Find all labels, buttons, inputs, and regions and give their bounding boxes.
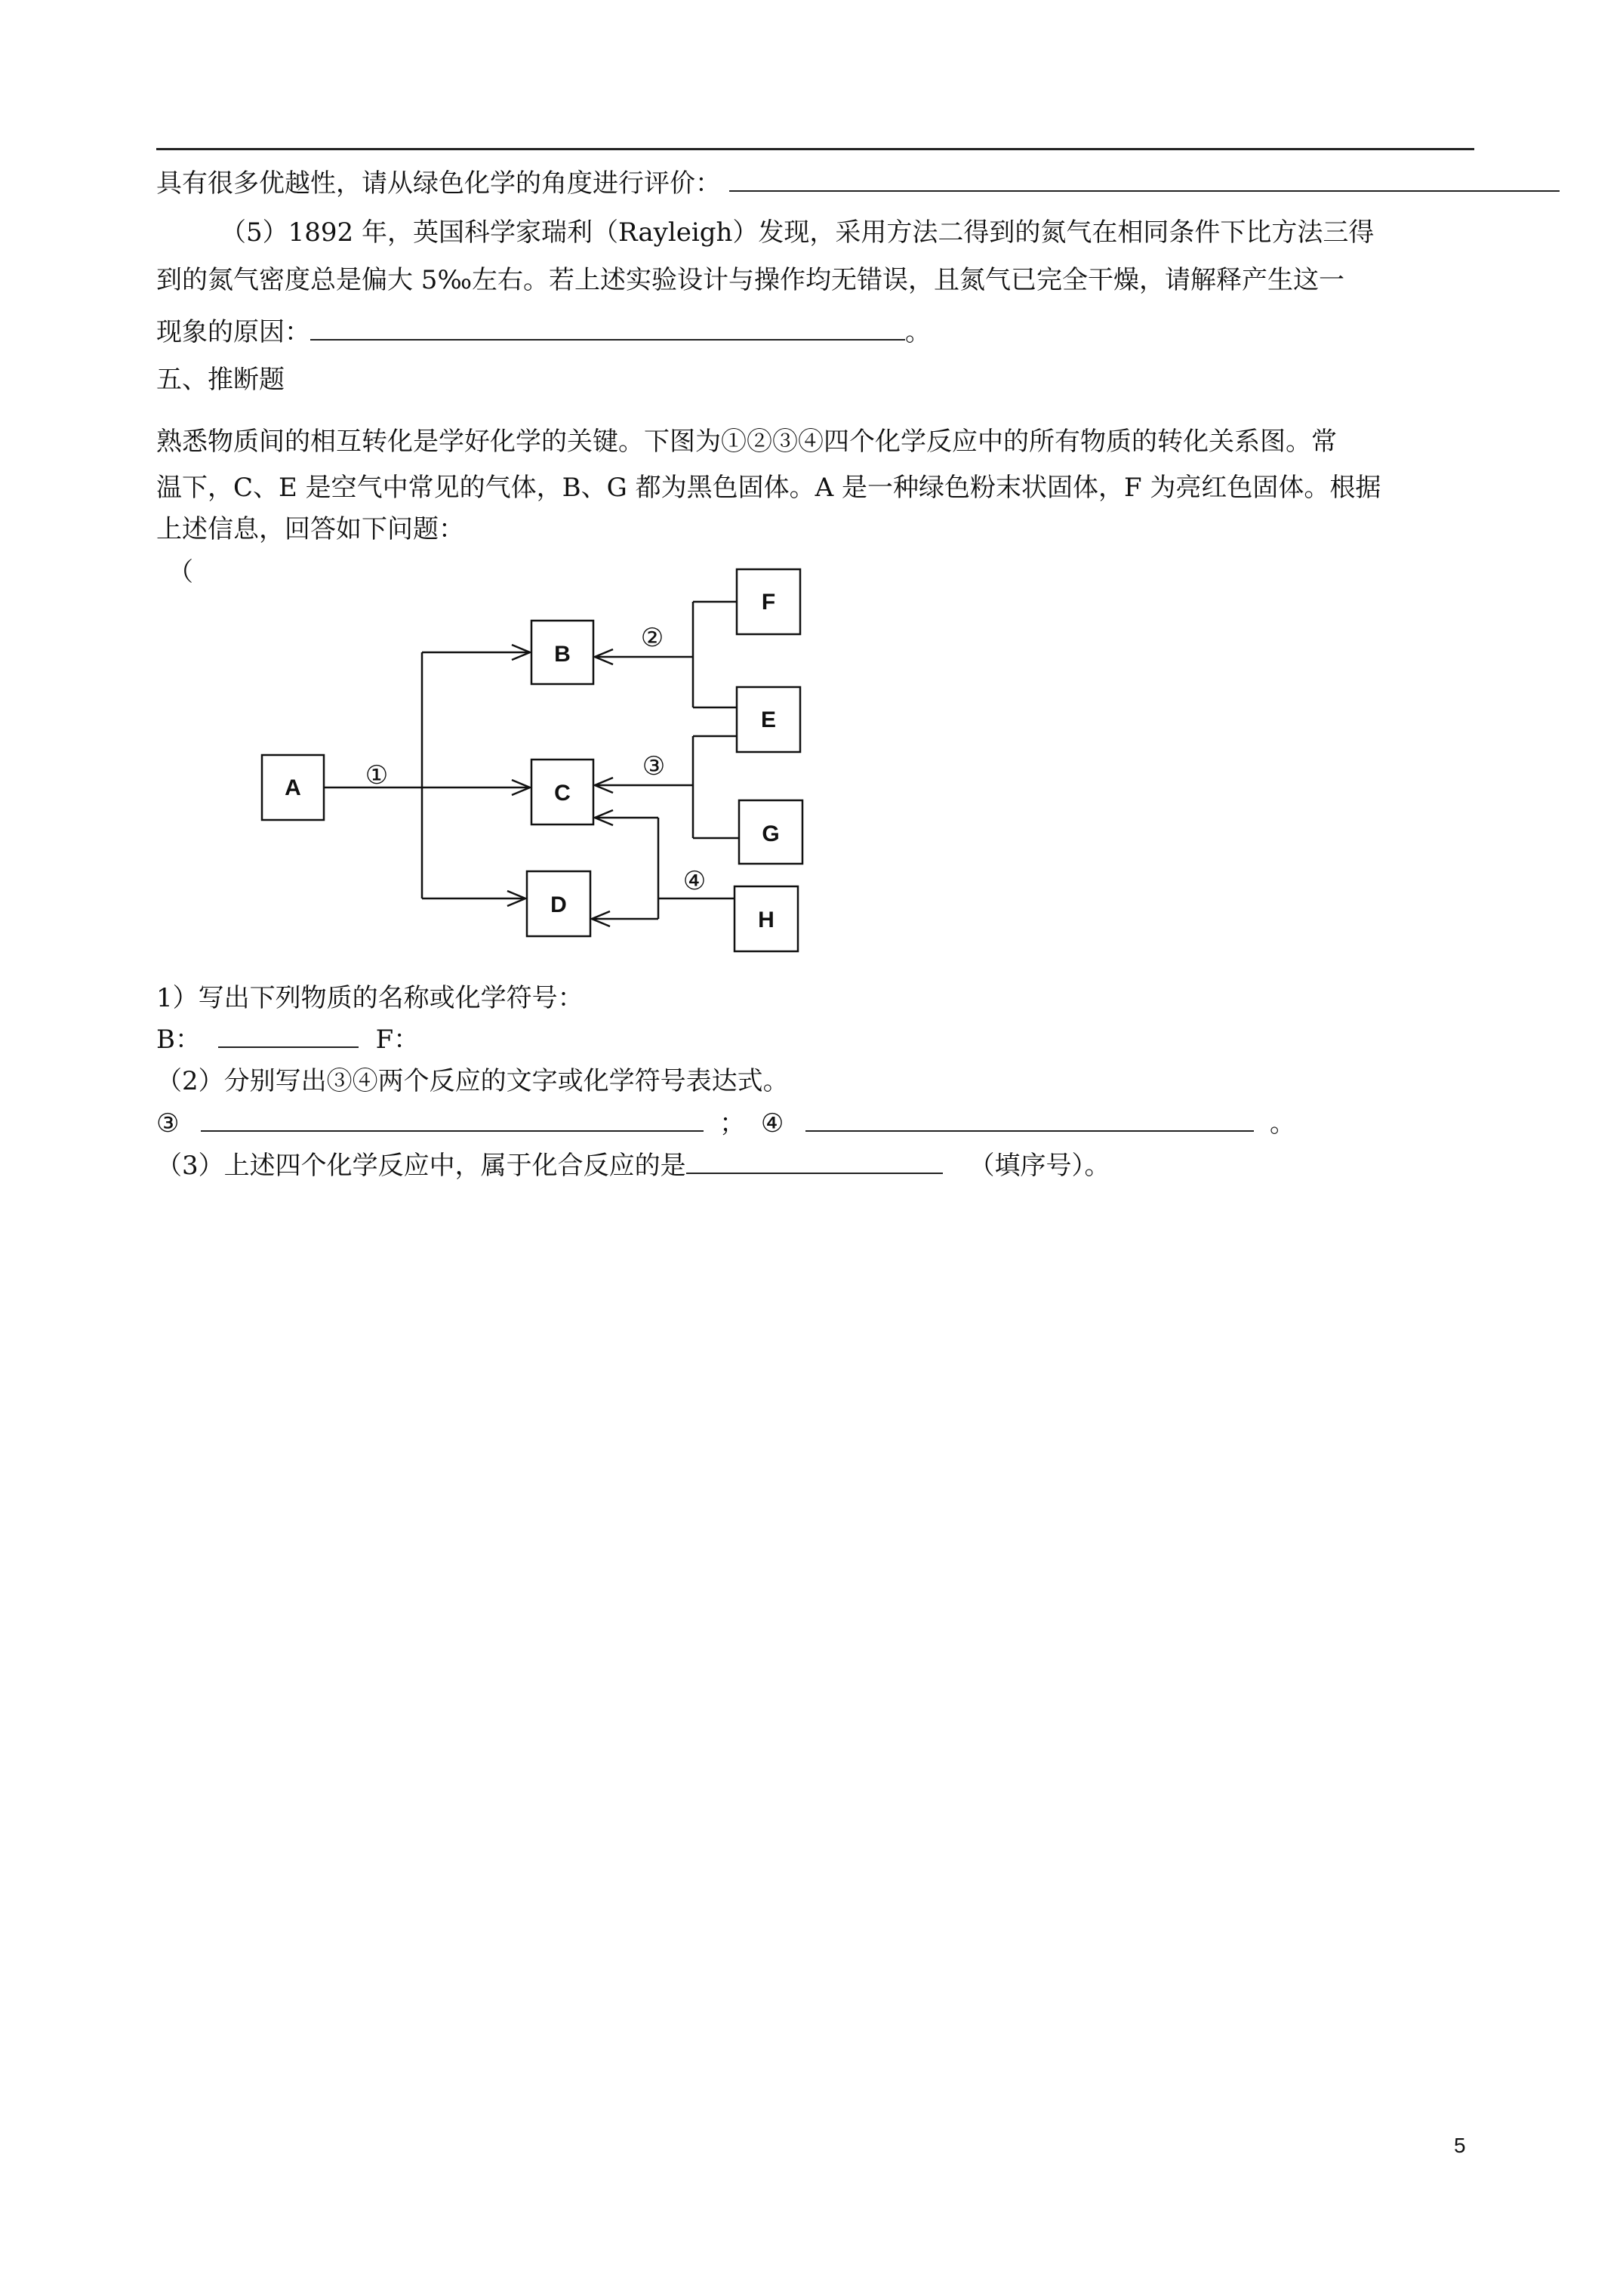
answer-blank-q3[interactable]	[686, 1150, 943, 1174]
answer-blank-r4[interactable]	[805, 1108, 1254, 1132]
box-label-d: D	[550, 892, 567, 917]
text-line-q5-b: 到的氮气密度总是偏大 5‰左右。若上述实验设计与操作均无错误，且氮气已完全干燥，请解释产生这一	[156, 265, 1345, 295]
section-title: 五、推断题	[156, 365, 285, 395]
text-line-intro-1: 熟悉物质间的相互转化是学好化学的关键。下图为①②③④四个化学反应中的所有物质的转化关系图。常	[156, 427, 1337, 457]
box-label-a: A	[285, 775, 301, 800]
question-3-prompt: （3）上述四个化学反应中，属于化合反应的是	[156, 1151, 686, 1181]
reaction-label-2: ②	[640, 624, 664, 652]
stray-parenthesis: （	[168, 557, 193, 587]
question-2: （2）分别写出③④两个反应的文字或化学符号表达式。	[156, 1066, 789, 1096]
conversion-diagram	[0, 0, 1623, 982]
question-2-answers	[156, 1107, 1295, 1140]
answer-blank-r3[interactable]	[201, 1108, 704, 1132]
text-line-q5-a: （5）1892 年，英国科学家瑞利（Rayleigh）发现，采用方法二得到的氮气在相同条件下比方法三得	[220, 217, 1375, 248]
question-3	[156, 1149, 1110, 1182]
question-1: 1）写出下列物质的名称或化学符号：	[156, 983, 584, 1013]
answer-blank-b[interactable]	[218, 1024, 359, 1048]
reaction-label-4: ④	[682, 867, 707, 895]
reason-prompt: 现象的原因：	[156, 317, 310, 347]
separator: ；	[719, 1108, 746, 1139]
evaluate-prompt: 具有很多优越性，请从绿色化学的角度进行评价：	[156, 168, 721, 199]
box-label-b: B	[554, 642, 571, 667]
box-label-e: E	[760, 707, 777, 732]
label-b: B：	[156, 1025, 201, 1055]
label-r4: ④	[760, 1108, 784, 1139]
question-3-hint: （填序号）。	[969, 1151, 1110, 1181]
box-label-c: C	[554, 781, 571, 806]
box-label-f: F	[761, 590, 776, 615]
period: 。	[905, 317, 931, 347]
label-r3: ③	[156, 1108, 180, 1139]
reaction-label-3: ③	[642, 752, 666, 781]
label-f: F：	[375, 1025, 420, 1055]
period: 。	[1270, 1108, 1296, 1139]
reaction-label-1: ①	[365, 761, 389, 790]
box-label-h: H	[758, 908, 775, 932]
text-line-intro-2: 温下，C、E 是空气中常见的气体，B、G 都为黑色固体。A 是一种绿色粉末状固体，F 为亮红色固体。根据	[156, 473, 1381, 503]
text-line-intro-3: 上述信息，回答如下问题：	[156, 514, 464, 544]
question-1-answers	[156, 1023, 419, 1056]
box-label-g: G	[762, 821, 780, 846]
page-number: 5	[1454, 2134, 1466, 2157]
